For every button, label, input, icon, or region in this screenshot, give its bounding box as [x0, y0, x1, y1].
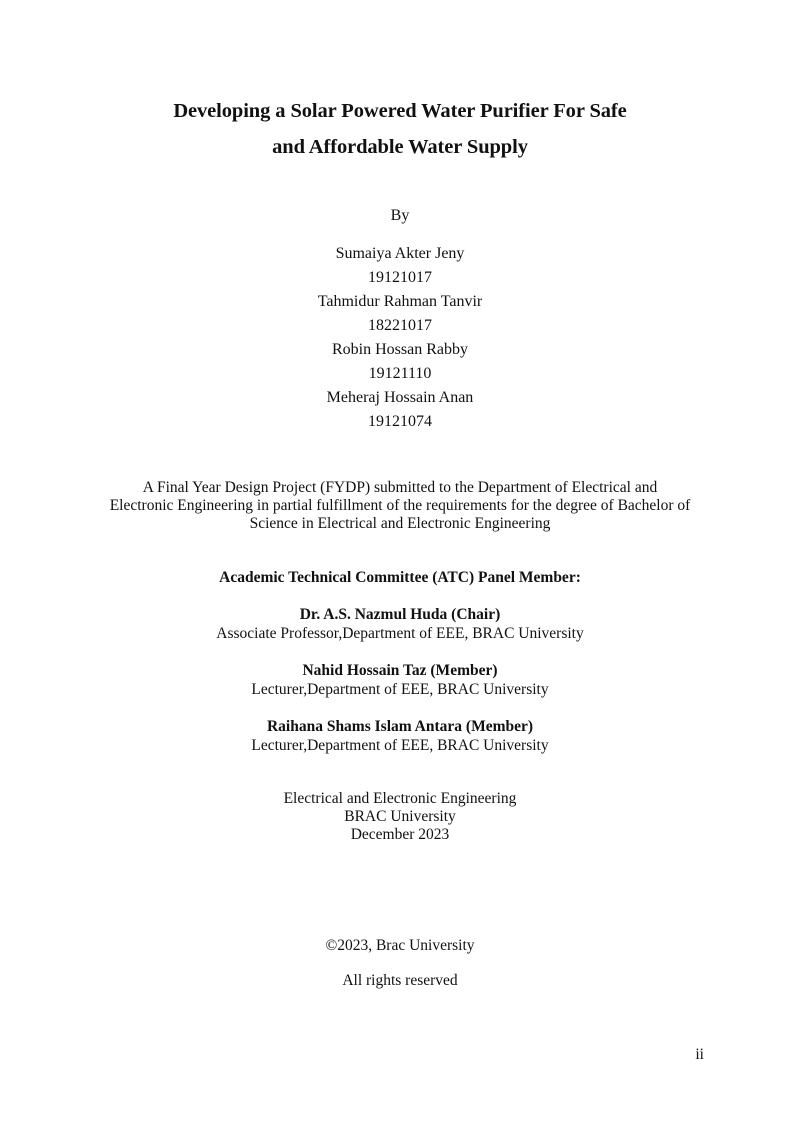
- rights-notice: All rights reserved: [342, 972, 458, 989]
- author-id: 19121017: [368, 269, 432, 286]
- author-id: 19121074: [368, 413, 432, 430]
- author-id: 18221017: [368, 317, 432, 334]
- author-name: Sumaiya Akter Jeny: [335, 245, 465, 262]
- by-label: By: [390, 207, 410, 224]
- author-id: 19121110: [368, 365, 432, 382]
- panel-member-position: Lecturer,Department of EEE, BRAC University: [251, 737, 549, 754]
- author-name: Tahmidur Rahman Tanvir: [317, 293, 483, 310]
- panel-member-name: Raihana Shams Islam Antara (Member): [266, 718, 534, 735]
- submission-date: December 2023: [350, 826, 450, 843]
- university-name: BRAC University: [344, 808, 456, 825]
- author-name: Meheraj Hossain Anan: [326, 389, 474, 406]
- department-name: Electrical and Electronic Engineering: [283, 790, 517, 807]
- author-name: Robin Hossan Rabby: [332, 341, 468, 358]
- submission-statement-line-1: A Final Year Design Project (FYDP) submitted to the Department of Electrical and: [142, 479, 658, 496]
- panel-member-name: Dr. A.S. Nazmul Huda (Chair): [299, 606, 501, 623]
- submission-statement-line-2: Electronic Engineering in partial fulfillment of the requirements for the degree of Bachelor of: [109, 497, 691, 514]
- title-line-1: Developing a Solar Powered Water Purifier For Safe: [173, 100, 627, 122]
- panel-member-position: Lecturer,Department of EEE, BRAC University: [251, 681, 549, 698]
- copyright-notice: ©2023, Brac University: [325, 937, 475, 954]
- page-number: ii: [695, 1046, 704, 1063]
- panel-member-position: Associate Professor,Department of EEE, BRAC University: [216, 625, 584, 642]
- committee-heading: Academic Technical Committee (ATC) Panel Member:: [219, 569, 581, 586]
- submission-statement-line-3: Science in Electrical and Electronic Engineering: [249, 515, 551, 532]
- panel-member-name: Nahid Hossain Taz (Member): [302, 662, 498, 679]
- title-line-2: and Affordable Water Supply: [272, 136, 528, 158]
